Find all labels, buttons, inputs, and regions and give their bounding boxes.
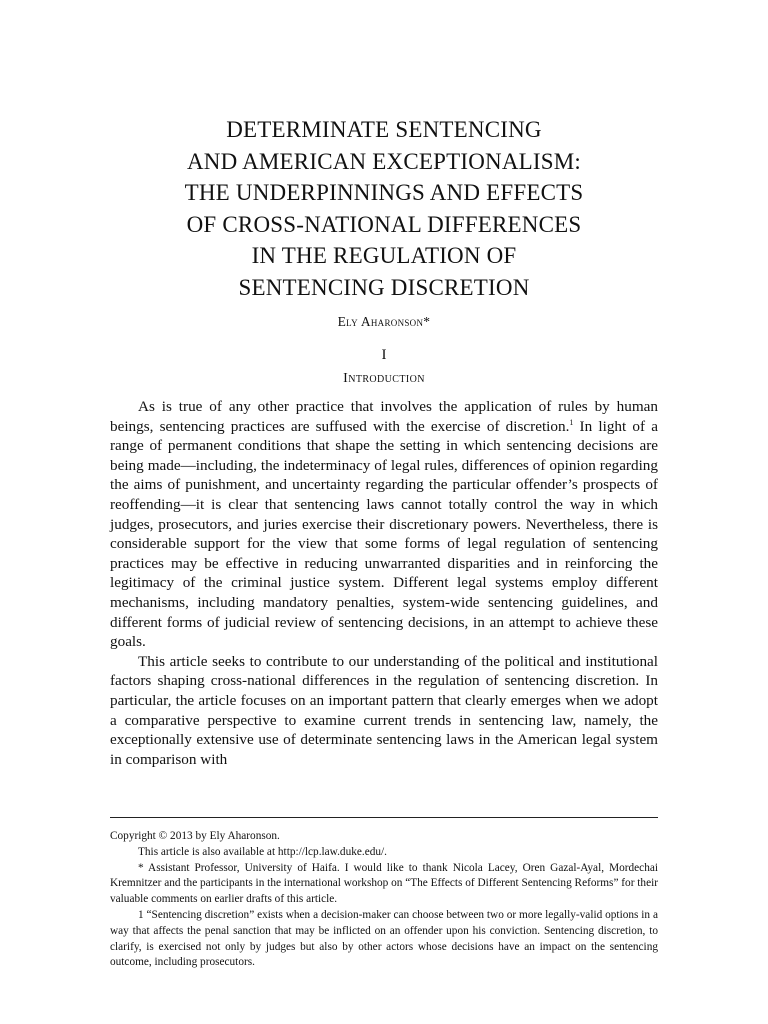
title-line: IN THE REGULATION OF	[251, 243, 517, 268]
footnote-ref[interactable]: 1	[569, 417, 574, 427]
copyright-notice: Copyright © 2013 by Ely Aharonson.	[110, 830, 280, 842]
author-name: Ely Aharonson	[337, 314, 424, 329]
paragraph-text: In light of a range of permanent conditions that shape the setting in which sentencing decisions are being made—including, the indeterminacy of legal rules, differences of opinion regarding the aims of punishment, and uncertainty regarding the particular offender’s prospects of reoffending—it is clear that sentencing laws cannot totally control the way in which judges, prosecutors, and juries exercise their discretionary powers. Nevertheless, there is considerable support for the view that some forms of legal regulation of sentencing practices may be effective in reducing unwarranted disparities and in reinforcing the legitimacy of the criminal justice system. Different legal systems employ different mechanisms, including mandatory penalties, system-wide sentencing guidelines, and different forms of judicial review of sentencing decisions, in an attempt to achieve these goals.	[110, 417, 658, 651]
article-title	[110, 114, 658, 303]
footnotes	[110, 829, 658, 971]
paragraph	[110, 397, 658, 652]
author-byline	[110, 314, 658, 330]
title-line: THE UNDERPINNINGS AND EFFECTS	[184, 180, 584, 205]
paragraph-text: As is true of any other practice that involves the application of rules by human beings, sentencing practices are suffused with the exercise of discretion.	[110, 398, 658, 435]
article-page	[110, 0, 658, 1024]
paragraph: This article seeks to contribute to our understanding of the political and institutional factors shaping cross-national differences in the regulation of sentencing discretion. In particular, the article focuses on an important pattern that clearly emerges when we adopt a comparative perspective to examine current trends in sentencing law, namely, the exceptionally extensive use of determinate sentencing laws in the American legal system in comparison with	[110, 652, 658, 768]
section-number: I	[381, 347, 387, 363]
title-line: SENTENCING DISCRETION	[238, 274, 530, 300]
availability-note: This article is also available at http://lcp.law.duke.edu/.	[138, 845, 387, 858]
article-body	[110, 397, 658, 769]
footnote-divider	[110, 817, 658, 818]
title-line: AND AMERICAN EXCEPTIONALISM:	[186, 148, 582, 174]
author-footnote: * Assistant Professor, University of Haifa. I would like to thank Nicola Lacey, Oren Gazal-Ayal, Mordechai Kremnitzer and the participants in the international workshop on “The Effects of Different Sentencing Reforms” for their valuable comments on earlier drafts of this article.	[110, 861, 658, 906]
section-title: Introduction	[343, 371, 425, 386]
author-footnote-marker: *	[423, 314, 431, 329]
footnote-1: 1 “Sentencing discretion” exists when a decision-maker can choose between two or more legally-valid options in a way that affects the penal sanction that may be inflicted on an offender upon his conviction. Sentencing discretion, to clarify, is exercised not only by judges but also by other actors whose decisions have an impact on the sentencing outcome, including prosecutors.	[110, 908, 658, 969]
title-line: DETERMINATE SENTENCING	[226, 117, 542, 142]
title-line: OF CROSS-NATIONAL DIFFERENCES	[186, 211, 582, 237]
